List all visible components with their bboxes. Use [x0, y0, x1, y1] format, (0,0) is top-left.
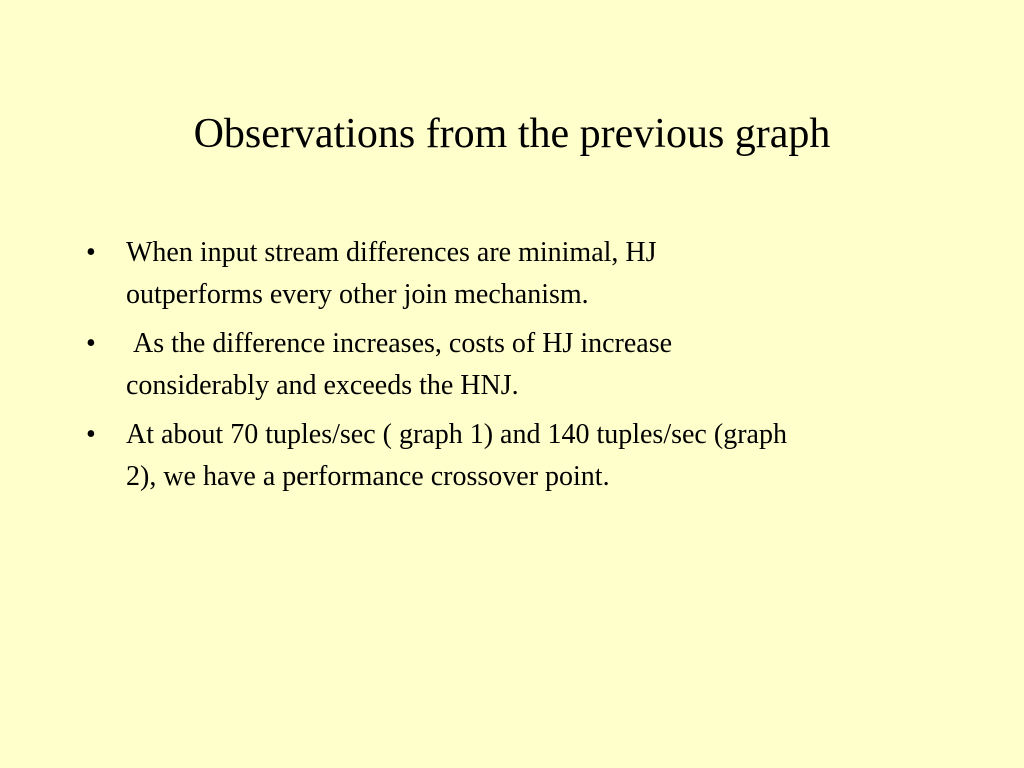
bullet-marker: •	[86, 237, 96, 268]
bullet-item	[86, 414, 946, 498]
bullet-marker: •	[86, 328, 96, 359]
bullet-marker: •	[86, 419, 96, 450]
bullet-text: At about 70 tuples/sec ( graph 1) and 140 tuples/sec (graph 2), we have a performance crossover point.	[126, 419, 787, 492]
bullet-item	[86, 232, 946, 316]
slide-title: Observations from the previous graph	[193, 111, 831, 157]
bullet-list	[86, 232, 946, 505]
bullet-text: As the difference increases, costs of HJ increase considerably and exceeds the HNJ.	[126, 328, 673, 401]
bullet-text: When input stream differences are minimal, HJ outperforms every other join mechanism.	[126, 237, 657, 310]
bullet-item	[86, 323, 946, 407]
